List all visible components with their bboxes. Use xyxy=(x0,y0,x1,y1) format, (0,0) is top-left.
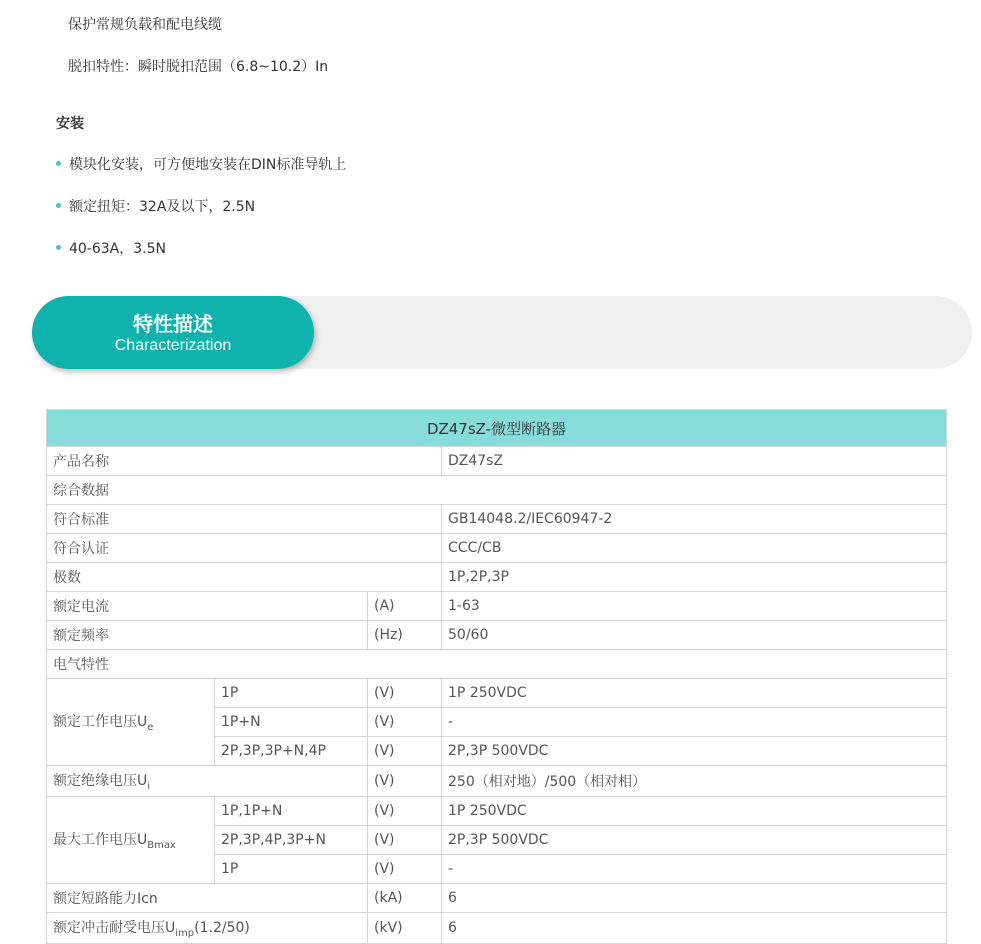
row-label xyxy=(47,913,368,944)
row-value: 6 xyxy=(442,913,947,944)
install-item xyxy=(56,197,255,217)
table-row xyxy=(47,679,947,708)
row-unit: (kV) xyxy=(368,913,442,944)
row-poles: 1P+N xyxy=(215,708,368,737)
table-row xyxy=(47,447,947,476)
banner-title-en: Characterization xyxy=(114,337,232,354)
group-label: 电气特性 xyxy=(47,650,947,679)
row-poles: 1P xyxy=(215,679,368,708)
row-label xyxy=(47,679,215,766)
table-row xyxy=(47,797,947,826)
row-value: 1P 250VDC xyxy=(442,679,947,708)
row-poles: 2P,3P,4P,3P+N xyxy=(215,826,368,855)
row-unit: (kA) xyxy=(368,884,442,913)
row-value: 1-63 xyxy=(442,592,947,621)
row-value: DZ47sZ xyxy=(442,447,947,476)
table-row xyxy=(47,476,947,505)
table-row xyxy=(47,505,947,534)
install-item-text: 额定扭矩：32A及以下，2.5N xyxy=(69,199,256,215)
row-label xyxy=(47,766,368,797)
row-label xyxy=(47,797,215,884)
table-row xyxy=(47,766,947,797)
ui-label: 额定绝缘电压U xyxy=(53,773,148,790)
row-value: - xyxy=(442,708,947,737)
row-label: 产品名称 xyxy=(47,447,442,476)
row-label: 额定电流 xyxy=(47,592,368,621)
install-item-text: 40-63A，3.5N xyxy=(69,241,166,257)
row-value: 250（相对地）/500（相对相） xyxy=(442,766,947,797)
row-unit: (V) xyxy=(368,679,442,708)
row-value: 50/60 xyxy=(442,621,947,650)
install-item-text: 模块化安装，可方便地安装在DIN标准导轨上 xyxy=(69,157,347,173)
table-row xyxy=(47,563,947,592)
row-unit: (V) xyxy=(368,708,442,737)
uimp-suffix: (1.2/50) xyxy=(194,920,250,937)
row-unit: (V) xyxy=(368,766,442,797)
row-unit: (V) xyxy=(368,855,442,884)
ue-label: 额定工作电压U xyxy=(53,714,148,731)
row-value: 1P,2P,3P xyxy=(442,563,947,592)
table-row xyxy=(47,650,947,679)
row-value: 1P 250VDC xyxy=(442,797,947,826)
bullet-dot-icon xyxy=(56,203,61,208)
install-item xyxy=(56,239,166,259)
row-poles: 1P,1P+N xyxy=(215,797,368,826)
row-unit: (V) xyxy=(368,737,442,766)
row-label: 符合标准 xyxy=(47,505,442,534)
spec-table xyxy=(46,409,947,944)
row-value: GB14048.2/IEC60947-2 xyxy=(442,505,947,534)
install-item xyxy=(56,155,346,175)
intro-line-1: 保护常规负载和配电线缆 xyxy=(68,17,222,33)
row-unit: (V) xyxy=(368,797,442,826)
row-value: 6 xyxy=(442,884,947,913)
row-poles: 1P xyxy=(215,855,368,884)
section-banner xyxy=(32,296,314,369)
ui-sub: i xyxy=(147,780,151,792)
row-unit: (V) xyxy=(368,826,442,855)
ubmax-label: 最大工作电压U xyxy=(53,832,148,849)
group-label: 综合数据 xyxy=(47,476,947,505)
table-row xyxy=(47,884,947,913)
install-heading: 安装 xyxy=(56,116,84,132)
row-label: 极数 xyxy=(47,563,442,592)
intro-line-2: 脱扣特性：瞬时脱扣范围（6.8~10.2）In xyxy=(68,59,329,75)
row-value: 2P,3P 500VDC xyxy=(442,737,947,766)
table-row xyxy=(47,534,947,563)
ue-sub: e xyxy=(147,721,154,733)
table-row xyxy=(47,592,947,621)
row-label: 符合认证 xyxy=(47,534,442,563)
row-value: 2P,3P 500VDC xyxy=(442,826,947,855)
table-title: DZ47sZ-微型断路器 xyxy=(47,410,947,447)
bullet-dot-icon xyxy=(56,161,61,166)
ubmax-sub: Bmax xyxy=(147,839,176,851)
row-label: 额定短路能力Icn xyxy=(47,884,368,913)
bullet-dot-icon xyxy=(56,245,61,250)
uimp-label: 额定冲击耐受电压U xyxy=(53,920,176,937)
row-poles: 2P,3P,3P+N,4P xyxy=(215,737,368,766)
row-unit: (Hz) xyxy=(368,621,442,650)
uimp-sub: imp xyxy=(175,927,195,939)
row-value: - xyxy=(442,855,947,884)
row-value: CCC/CB xyxy=(442,534,947,563)
table-row xyxy=(47,621,947,650)
banner-title-zh: 特性描述 xyxy=(133,312,213,336)
row-label: 额定频率 xyxy=(47,621,368,650)
table-row xyxy=(47,913,947,944)
row-unit: (A) xyxy=(368,592,442,621)
